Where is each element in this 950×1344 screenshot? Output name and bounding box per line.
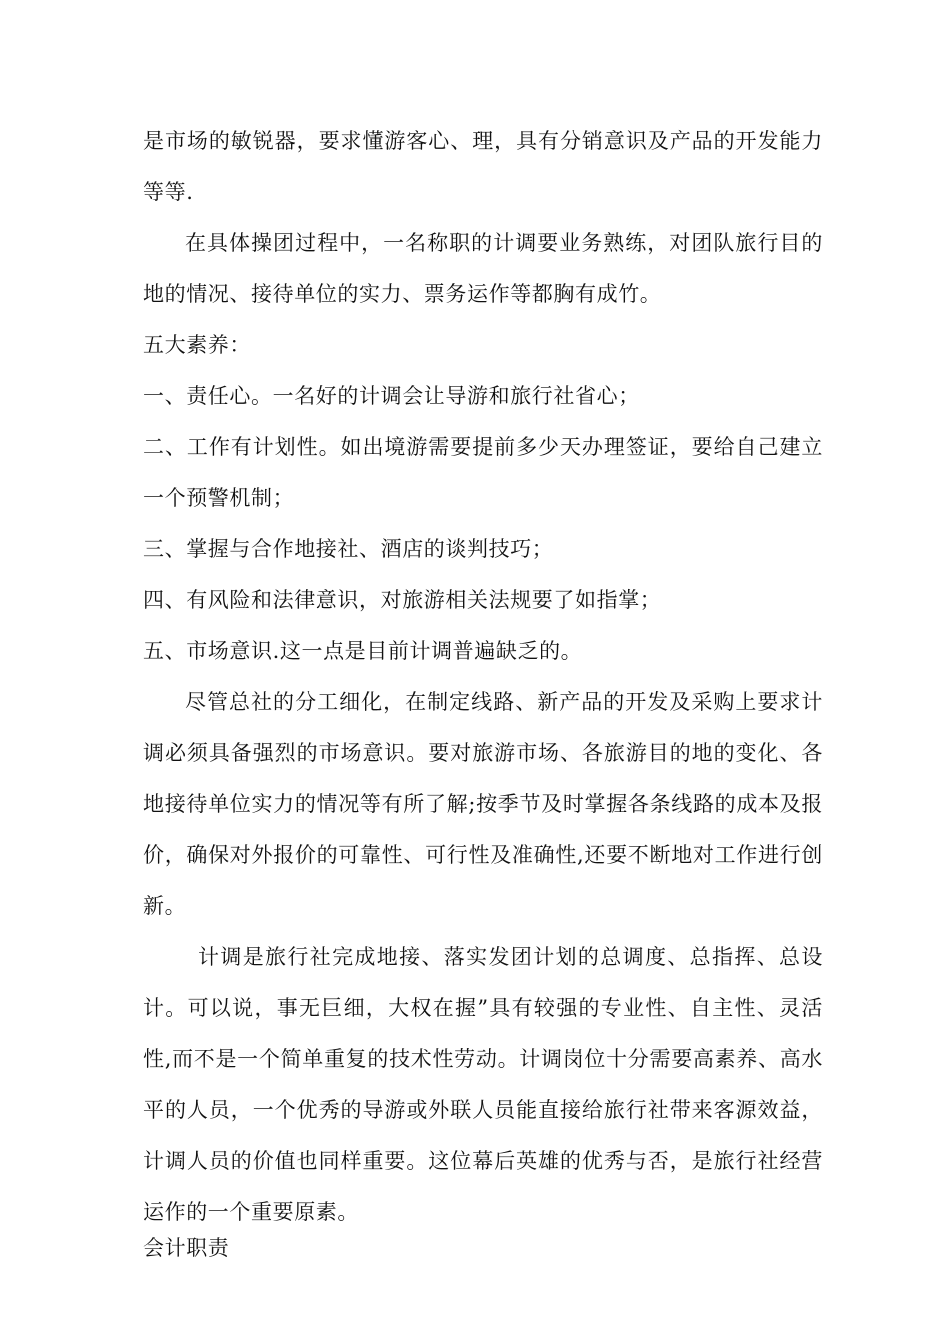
text-line: 调必须具备强烈的市场意识。要对旅游市场、各旅游目的地的变化、各 <box>143 741 823 765</box>
text-line: 等等. <box>143 180 194 204</box>
text-line: 平的人员，一个优秀的导游或外联人员能直接给旅行社带来客源效益， <box>143 1098 823 1122</box>
text-line: 计调人员的价值也同样重要。这位幕后英雄的优秀与否，是旅行社经营 <box>143 1149 823 1173</box>
text-line: 性,而不是一个简单重复的技术性劳动。计调岗位十分需要高素养、高水 <box>143 1047 823 1071</box>
list-item: 五、市场意识.这一点是目前计调普遍缺乏的。 <box>143 639 583 663</box>
section-heading: 会计职责 <box>143 1236 230 1260</box>
text-line: 计。可以说，事无巨细，大权在握”具有较强的专业性、自主性、灵活 <box>143 996 823 1020</box>
list-item: 一、责任心。一名好的计调会让导游和旅行社省心； <box>143 384 640 408</box>
text-line: 一个预警机制； <box>143 486 295 510</box>
list-item: 四、有风险和法律意识，对旅游相关法规要了如指掌； <box>143 588 662 612</box>
text-line: 尽管总社的分工细化，在制定线路、新产品的开发及采购上要求计 <box>185 690 823 714</box>
text-line: 计调是旅行社完成地接、落实发团计划的总调度、总指挥、总设 <box>198 945 823 969</box>
text-line: 地接待单位实力的情况等有所了解;按季节及时掌握各条线路的成本及报 <box>143 792 823 816</box>
section-heading: 五大素养： <box>143 333 251 357</box>
list-item: 三、掌握与合作地接社、酒店的谈判技巧； <box>143 537 554 561</box>
text-line: 在具体操团过程中，一名称职的计调要业务熟练，对团队旅行目的 <box>185 231 823 255</box>
list-item: 二、工作有计划性。如出境游需要提前多少天办理签证，要给自己建立 <box>143 435 823 459</box>
text-line: 地的情况、接待单位的实力、票务运作等都胸有成竹。 <box>143 282 662 306</box>
text-line: 是市场的敏锐器，要求懂游客心、理，具有分销意识及产品的开发能力 <box>143 129 823 153</box>
text-line: 新。 <box>143 894 187 918</box>
text-line: 价，确保对外报价的可靠性、可行性及准确性,还要不断地对工作进行创 <box>143 843 823 867</box>
text-line: 运作的一个重要原素。 <box>143 1200 359 1224</box>
